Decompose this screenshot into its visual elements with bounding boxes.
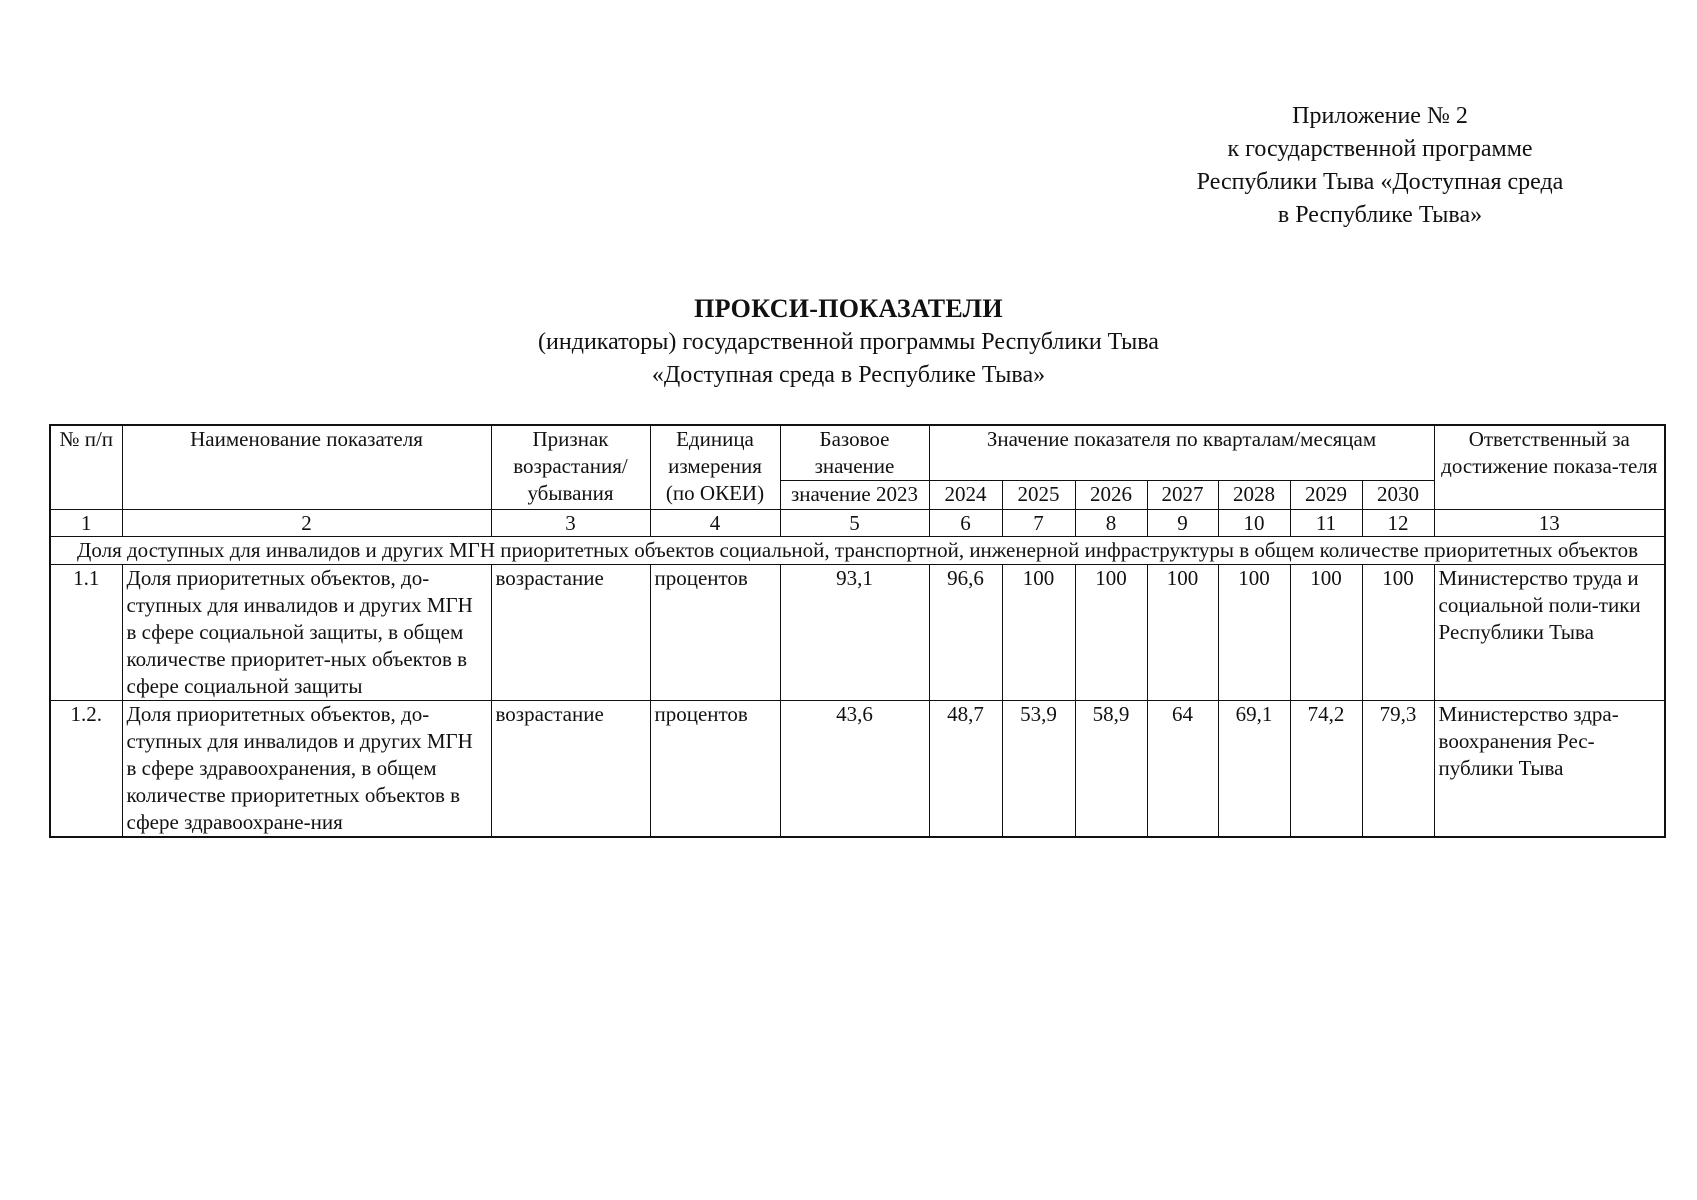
row-base: 43,6: [780, 701, 929, 838]
row-responsible: Министерство здра-воохранения Рес-публики Тыва: [1434, 701, 1665, 838]
column-number: 11: [1290, 510, 1362, 537]
section-row: [50, 537, 1665, 565]
document-subtitle: «Доступная среда в Республике Тыва»: [651, 362, 1046, 388]
column-number: 6: [929, 510, 1002, 537]
header-responsible: Ответственный за достижение показа-теля: [1434, 425, 1665, 510]
row-responsible: Министерство труда и социальной поли-тики Республики Тыва: [1434, 565, 1665, 701]
row-unit: процентов: [650, 565, 780, 701]
section-title: Доля доступных для инвалидов и других МГН приоритетных объектов социальной, транспортной, инженерной инфраструктуры в общем количестве приоритетных объектов: [50, 537, 1665, 565]
document-subtitle: (индикаторы) государственной программы Республики Тыва: [538, 329, 1159, 355]
column-number: 5: [780, 510, 929, 537]
row-value: 79,3: [1362, 701, 1434, 838]
header-base-year: значение 2023: [780, 481, 929, 510]
header-sign: Признак возрастания/ убывания: [491, 425, 650, 510]
header-unit: Единица измерения (по ОКЕИ): [650, 425, 780, 510]
row-value: 100: [1218, 565, 1290, 701]
appendix-line: Приложение № 2: [1292, 103, 1468, 129]
row-base: 93,1: [780, 565, 929, 701]
column-number: 7: [1002, 510, 1075, 537]
table-row: [50, 701, 1665, 838]
column-number: 10: [1218, 510, 1290, 537]
row-value: 100: [1362, 565, 1434, 701]
row-value: 100: [1075, 565, 1147, 701]
header-year: 2030: [1362, 481, 1434, 510]
header-values-group: Значение показателя по кварталам/месяцам: [929, 425, 1434, 481]
row-unit: процентов: [650, 701, 780, 838]
row-value: 100: [1290, 565, 1362, 701]
header-base: Базовое значение: [780, 425, 929, 481]
table-header-row: [50, 425, 1665, 481]
indicators-table: [49, 424, 1666, 838]
column-number: 3: [491, 510, 650, 537]
appendix-line: Республики Тыва «Доступная среда: [1196, 169, 1564, 195]
column-number: 12: [1362, 510, 1434, 537]
header-year: 2024: [929, 481, 1002, 510]
column-number: 13: [1434, 510, 1665, 537]
row-sign: возрастание: [491, 701, 650, 838]
row-value: 96,6: [929, 565, 1002, 701]
row-num: 1.1: [50, 565, 122, 701]
header-name: Наименование показателя: [122, 425, 491, 510]
row-value: 58,9: [1075, 701, 1147, 838]
header-year: 2027: [1147, 481, 1218, 510]
column-number: 8: [1075, 510, 1147, 537]
row-value: 53,9: [1002, 701, 1075, 838]
document-title: ПРОКСИ-ПОКАЗАТЕЛИ: [694, 294, 1003, 323]
header-year: 2028: [1218, 481, 1290, 510]
row-sign: возрастание: [491, 565, 650, 701]
header-year: 2026: [1075, 481, 1147, 510]
appendix-line: к государственной программе: [1227, 136, 1533, 162]
header-year: 2025: [1002, 481, 1075, 510]
row-num: 1.2.: [50, 701, 122, 838]
header-num: № п/п: [50, 425, 122, 510]
row-value: 48,7: [929, 701, 1002, 838]
header-year: 2029: [1290, 481, 1362, 510]
row-value: 100: [1147, 565, 1218, 701]
column-number: 9: [1147, 510, 1218, 537]
column-number: 2: [122, 510, 491, 537]
row-value: 69,1: [1218, 701, 1290, 838]
row-value: 100: [1002, 565, 1075, 701]
appendix-note: [1140, 100, 1620, 232]
table-row: [50, 565, 1665, 701]
row-value: 74,2: [1290, 701, 1362, 838]
appendix-line: в Республике Тыва»: [1277, 202, 1483, 228]
column-number: 1: [50, 510, 122, 537]
column-number: 4: [650, 510, 780, 537]
column-number-row: [50, 510, 1665, 537]
row-name: Доля приоритетных объектов, до-ступных для инвалидов и других МГН в сфере здравоохранения, в общем количестве приоритетных объектов в сфере здравоохране-ния: [122, 701, 491, 838]
row-value: 64: [1147, 701, 1218, 838]
row-name: Доля приоритетных объектов, до-ступных для инвалидов и других МГН в сфере социальной защиты, в общем количестве приоритет-ных объектов в сфере социальной защиты: [122, 565, 491, 701]
document-heading: [0, 292, 1697, 392]
